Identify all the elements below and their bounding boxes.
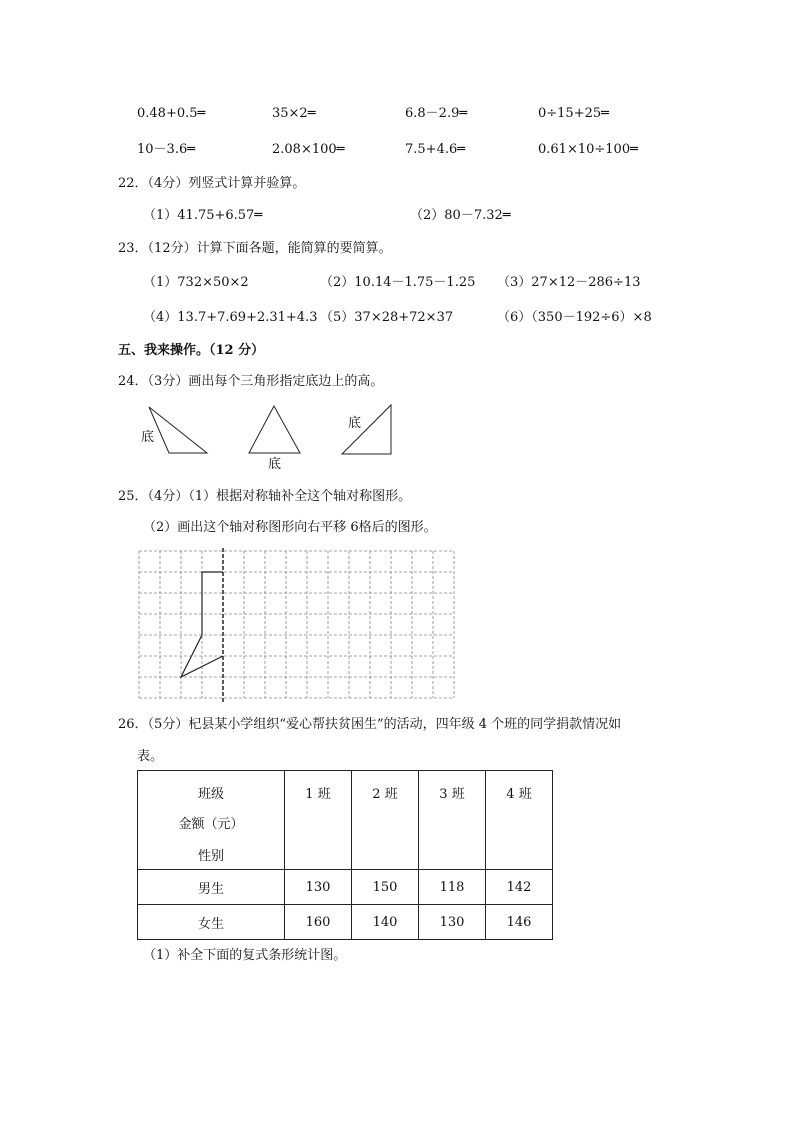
table-cell: 130 bbox=[285, 870, 352, 905]
header-line-class: 班级 bbox=[197, 787, 224, 802]
table-cell: 118 bbox=[419, 870, 486, 905]
row-label-girls: 女生 bbox=[138, 905, 285, 940]
triangle-1-base-label: 底 bbox=[141, 430, 155, 445]
calc-1-0: 10－3.6═ bbox=[137, 142, 196, 157]
triangle-2 bbox=[249, 406, 300, 453]
q22-item-1: （1）41.75+6.57═ bbox=[143, 208, 263, 223]
q23-item-5: （5）37×28+72×37 bbox=[320, 310, 454, 325]
triangle-3-base-label: 底 bbox=[348, 416, 362, 431]
row-label-boys: 男生 bbox=[138, 870, 285, 905]
class-header-2: 2 班 bbox=[352, 771, 419, 870]
q22-title: 22．（4分）列竖式计算并验算。 bbox=[118, 176, 306, 191]
q26-sub1: （1）补全下面的复式条形统计图。 bbox=[143, 948, 347, 963]
calc-0-3: 0÷15+25═ bbox=[538, 106, 609, 121]
q25-grid-figure bbox=[137, 548, 457, 702]
table-cell: 146 bbox=[486, 905, 553, 940]
q25-title: 25．（4分）（1）根据对称轴补全这个轴对称图形。 bbox=[118, 489, 412, 504]
q23-item-6: （6）（350－192÷6）×8 bbox=[497, 310, 652, 325]
q24-title: 24．（3分）画出每个三角形指定底边上的高。 bbox=[118, 374, 384, 389]
header-line-amount: 金额（元） bbox=[178, 817, 244, 832]
q23-item-4: （4）13.7+7.69+2.31+4.3 bbox=[143, 310, 318, 325]
calc-0-0: 0.48+0.5═ bbox=[137, 106, 206, 121]
class-header-3: 3 班 bbox=[419, 771, 486, 870]
table-cell: 140 bbox=[352, 905, 419, 940]
q23-item-2: （2）10.14－1.75－1.25 bbox=[320, 275, 476, 290]
table-cell: 150 bbox=[352, 870, 419, 905]
table-corner-header bbox=[138, 771, 285, 870]
table-cell: 142 bbox=[486, 870, 553, 905]
q23-item-3: （3）27×12－286÷13 bbox=[497, 275, 641, 290]
header-line-gender: 性别 bbox=[197, 849, 224, 864]
calc-1-2: 7.5+4.6═ bbox=[405, 142, 466, 157]
donations-table bbox=[137, 770, 553, 940]
calc-0-1: 35×2═ bbox=[272, 106, 316, 121]
triangle-1 bbox=[149, 407, 207, 453]
triangle-2-base-label: 底 bbox=[268, 457, 282, 472]
class-header-4: 4 班 bbox=[486, 771, 553, 870]
q23-title: 23．（12分）计算下面各题，能简算的要简算。 bbox=[118, 241, 392, 256]
q26-title-cont: 表。 bbox=[137, 749, 164, 764]
table-row bbox=[138, 870, 553, 905]
calc-1-3: 0.61×10÷100═ bbox=[538, 142, 638, 157]
q25-sub: （2）画出这个轴对称图形向右平移 6格后的图形。 bbox=[143, 520, 437, 535]
section-5-heading: 五、我来操作。（12 分） bbox=[118, 343, 265, 358]
q22-item-2: （2）80－7.32═ bbox=[410, 208, 511, 223]
q26-title: 26．（5分）杞县某小学组织“爱心帮扶贫困生”的活动，四年级 4 个班的同学捐款情况如 bbox=[118, 717, 622, 732]
q23-item-1: （1）732×50×2 bbox=[143, 275, 249, 290]
table-cell: 130 bbox=[419, 905, 486, 940]
calc-1-1: 2.08×100═ bbox=[272, 142, 345, 157]
table-row bbox=[138, 905, 553, 940]
calc-0-2: 6.8－2.9═ bbox=[405, 106, 468, 121]
table-cell: 160 bbox=[285, 905, 352, 940]
class-header-1: 1 班 bbox=[285, 771, 352, 870]
table-header-row bbox=[138, 771, 553, 870]
